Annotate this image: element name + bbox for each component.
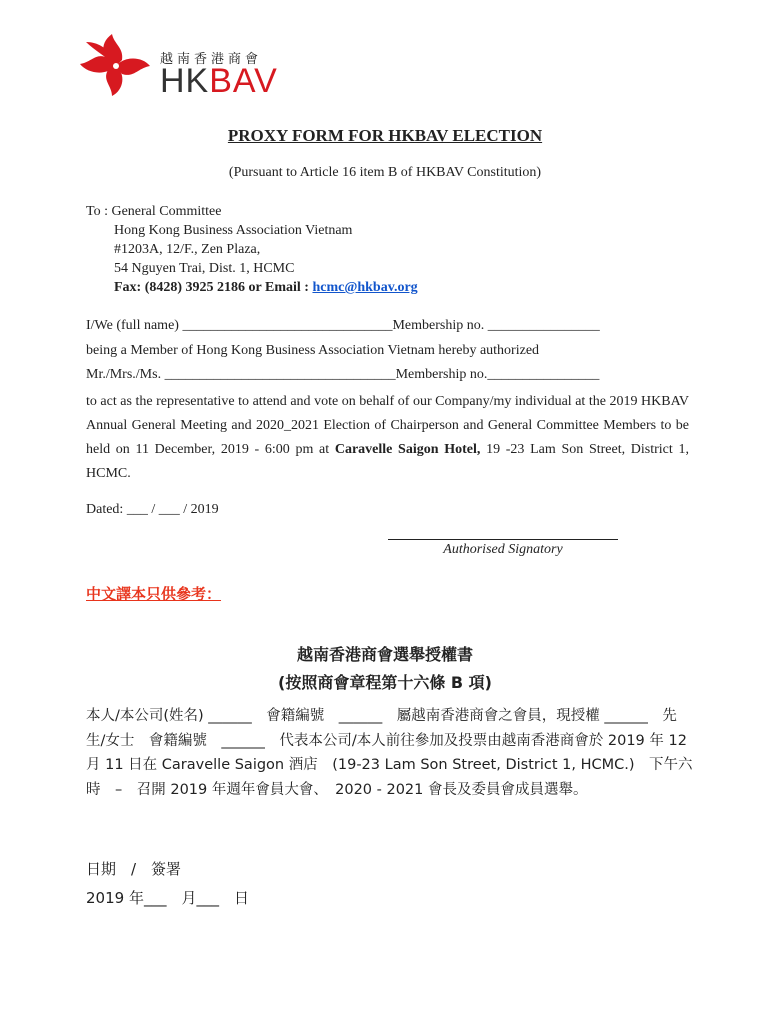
form-subtitle: (Pursuant to Article 16 item B of HKBAV Constitution): [228, 165, 542, 180]
address-line-2: #1203A, 12/F., Zen Plaza,: [114, 242, 261, 257]
contact-prefix: Fax: (8428) 3925 2186 or Email :: [114, 280, 313, 295]
full-name-line[interactable]: I/We (full name) ______________________________Membership no. ________________: [86, 318, 600, 333]
address-line-3: 54 Nguyen Trai, Dist. 1, HCMC: [114, 261, 295, 276]
address-to: To : General Committee: [86, 204, 222, 219]
bauhinia-flower-icon: [72, 30, 160, 102]
authorization-paragraph: [86, 390, 689, 486]
chinese-date-sign: 日期 / 簽署: [86, 860, 182, 878]
address-line-1: Hong Kong Business Association Vietnam: [114, 223, 353, 238]
signature-line[interactable]: [388, 539, 618, 540]
chinese-title: 越南香港商會選舉授權書: [296, 645, 473, 664]
member-statement: being a Member of Hong Kong Business Association Vietnam hereby authorized: [86, 343, 540, 358]
email-link[interactable]: hcmc@hkbav.org: [312, 280, 418, 295]
hotel-name: Caravelle Saigon Hotel,: [334, 442, 481, 457]
para-start: to act as the representative to attend and vote on behalf of our Company/my individual at the 2019 HKBAV Annual General Meeting and 2020_2021 Election of Chairperson and General Committee Members to be held on 11 December, 2019 - 6:00 pm at: [86, 394, 689, 457]
logo-hk: HK: [160, 62, 210, 100]
chinese-subtitle: (按照商會章程第十六條 B 項): [278, 673, 492, 692]
representative-name-line[interactable]: Mr./Mrs./Ms. _________________________________Membership no.________________: [86, 367, 600, 382]
hkbav-logo: [72, 30, 282, 102]
dated-line[interactable]: Dated: ___ / ___ / 2019: [86, 502, 219, 517]
signatory-label: Authorised Signatory: [443, 542, 563, 557]
para-end: 19 -23 Lam Son Street, District 1, HCMC.: [86, 442, 689, 481]
address-contact: [86, 278, 418, 297]
address-block: [86, 202, 418, 297]
form-title: PROXY FORM FOR HKBAV ELECTION: [227, 126, 543, 145]
chinese-paragraph: 本人/本公司(姓名) ______ 會籍編號 ______ 屬越南香港商會之會員，現授權 ______ 先生/女士 會籍編號 ______ 代表本公司/本人前往參加及投票由越南香港商會於 2019 年 12 月 11 日在 Caravelle Saigon 酒店 (19-23 Lam Son Street, District 1, HCMC.) 下午六時 – 召開 2019 年週年會員大會、 2020 - 2021 會長及委員會成員選舉。: [86, 708, 693, 798]
logo-hkbav-wordmark: [160, 64, 278, 98]
chinese-date-line[interactable]: 2019 年___ 月___ 日: [86, 889, 249, 907]
chinese-reference-note: 中文譯本只供參考：: [86, 585, 222, 603]
logo-chinese-name: 越南香港商會: [160, 52, 263, 67]
logo-bav: BAV: [209, 62, 278, 100]
